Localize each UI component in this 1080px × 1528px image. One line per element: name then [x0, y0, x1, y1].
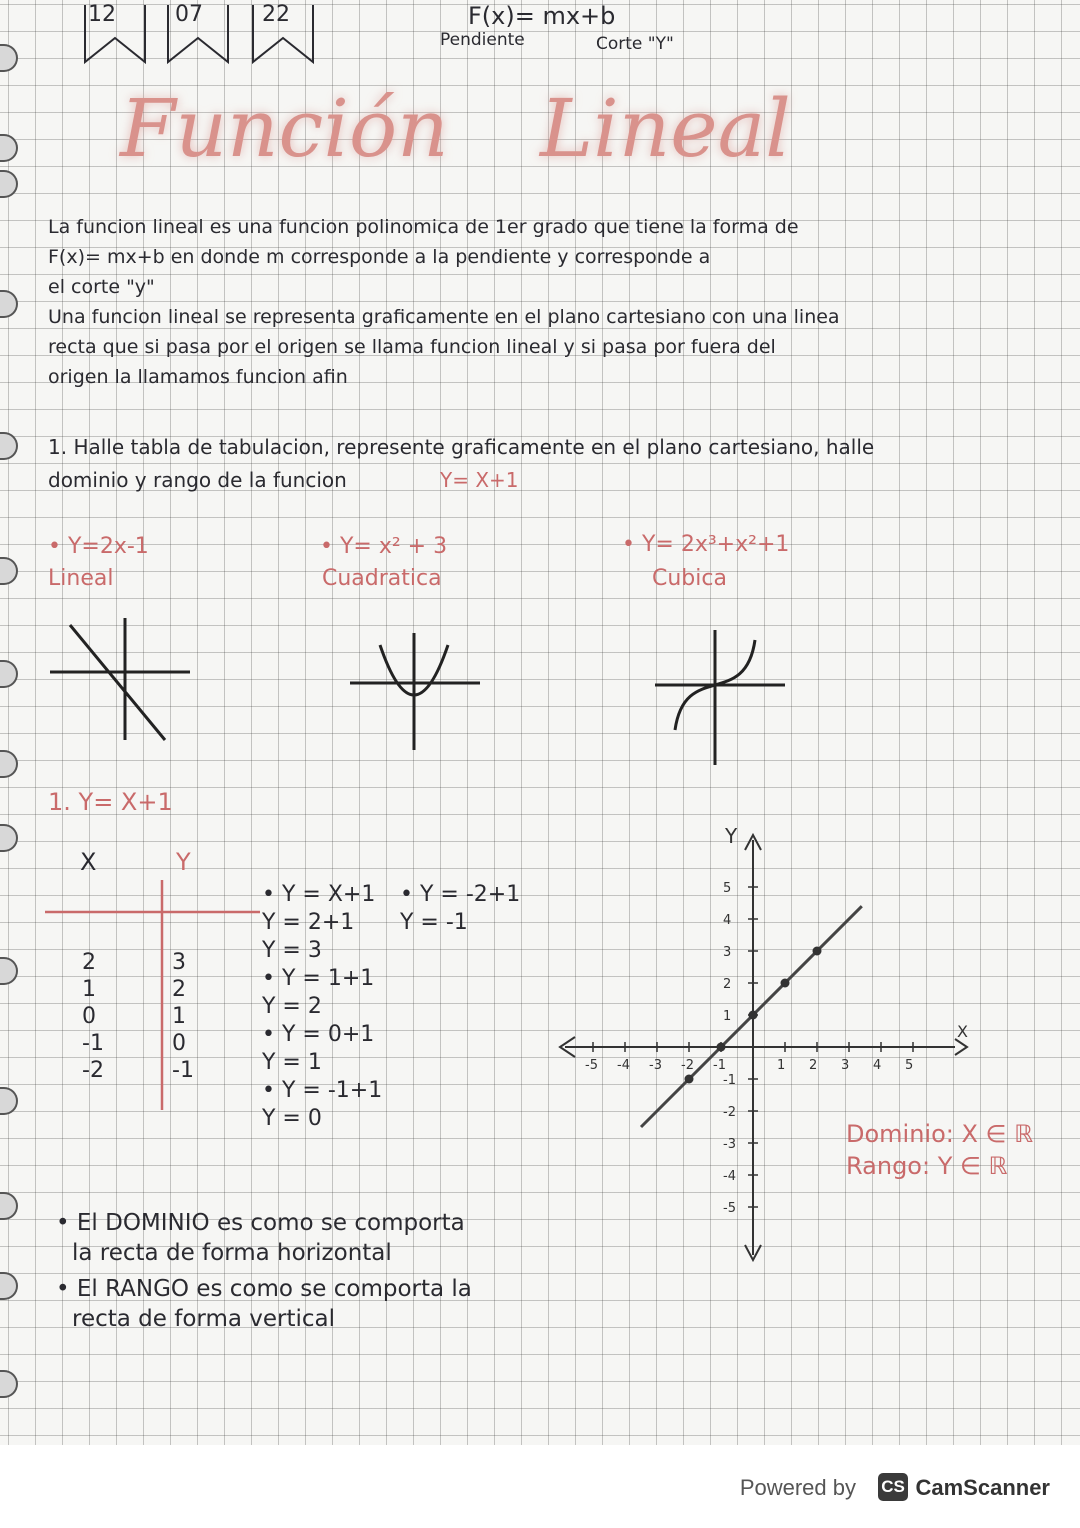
x-tick-label: 2 [809, 1058, 818, 1073]
date-year: 22 [262, 2, 290, 27]
x-tick-label: -5 [585, 1058, 598, 1073]
work-line: • Y = X+1 [262, 882, 376, 907]
x-tick-label: -4 [617, 1058, 630, 1073]
y-tick-label: -4 [723, 1169, 736, 1184]
x-axis-label: X [957, 1022, 968, 1041]
x-tick-label: 5 [905, 1058, 914, 1073]
example-equation: • Y= x² + 3 [320, 534, 448, 559]
spiral-ring [0, 555, 38, 585]
definition-line: origen la llamamos funcion afin [48, 366, 348, 388]
table-cell-x: 2 [82, 950, 96, 975]
work-line: Y = 3 [262, 938, 322, 963]
definition-line: F(x)= mx+b en donde m corresponde a la pendiente y corresponde a [48, 246, 711, 268]
note-line: recta de forma vertical [72, 1306, 336, 1332]
range-statement: Rango: Y ∈ ℝ [846, 1152, 1008, 1180]
linear-sketch [40, 610, 200, 760]
x-tick-label: 4 [873, 1058, 882, 1073]
x-tick-label: 3 [841, 1058, 850, 1073]
title-left: Función [120, 82, 449, 175]
table-cell-x: -1 [82, 1031, 104, 1056]
work-line: • Y = 1+1 [262, 966, 375, 991]
y-tick-label: 1 [723, 1009, 732, 1024]
example-equation: • Y= 2x³+x²+1 [622, 532, 790, 557]
x-tick-label: -2 [681, 1058, 694, 1073]
example-type: Cuadratica [322, 566, 442, 591]
note-line: • El DOMINIO es como se comporta [56, 1210, 465, 1236]
work-line: Y = 1 [262, 1050, 322, 1075]
note-line: • El RANGO es como se comporta la [56, 1276, 472, 1302]
spiral-ring [0, 288, 38, 318]
x-tick-label: 1 [777, 1058, 786, 1073]
work-line: • Y = 0+1 [262, 1022, 375, 1047]
spiral-ring [0, 1368, 38, 1398]
table-cell-y: 0 [172, 1031, 186, 1056]
work-line: Y = 2+1 [262, 910, 355, 935]
spiral-ring [0, 1190, 38, 1220]
work-line: • Y = -1+1 [262, 1078, 383, 1103]
date-day: 12 [88, 2, 116, 27]
definition-line: el corte "y" [48, 276, 155, 298]
table-cell-y: -1 [172, 1058, 194, 1083]
data-point [717, 1043, 726, 1052]
note-line: la recta de forma horizontal [72, 1240, 392, 1266]
spiral-ring [0, 955, 38, 985]
work-line: • Y = -2+1 [400, 882, 521, 907]
definition-line: La funcion lineal es una funcion polinomica de 1er grado que tiene la forma de [48, 216, 799, 238]
y-tick-label: 5 [723, 881, 732, 896]
y-tick-label: -1 [723, 1073, 736, 1088]
table-cell-y: 2 [172, 977, 186, 1002]
spiral-ring [0, 168, 38, 198]
intercept-note: Corte "Y" [596, 34, 674, 54]
work-line: Y = -1 [400, 910, 468, 935]
work-line: Y = 2 [262, 994, 322, 1019]
x-tick-label: -1 [713, 1058, 726, 1073]
scanner-footer [0, 1445, 1080, 1528]
table-lines [40, 880, 270, 1120]
definition-line: Una funcion lineal se representa graficamente en el plano cartesiano con una linea [48, 306, 840, 328]
exercise-line: 1. Halle tabla de tabulacion, represente graficamente en el plano cartesiano, halle [48, 435, 875, 459]
y-tick-label: -2 [723, 1105, 736, 1120]
quadratic-sketch [340, 625, 490, 755]
y-tick-label: -3 [723, 1137, 736, 1152]
camscanner-brand: CamScanner [915, 1475, 1050, 1500]
spiral-ring [0, 822, 38, 852]
y-tick-label: 2 [723, 977, 732, 992]
x-axis-arrow-icon [955, 1039, 967, 1055]
table-cell-x: -2 [82, 1058, 104, 1083]
table-cell-x: 1 [82, 977, 96, 1002]
table-cell-y: 1 [172, 1004, 186, 1029]
y-axis-label: Y [725, 824, 738, 848]
spiral-ring [0, 132, 38, 162]
powered-by-text: Powered by [739, 1475, 856, 1500]
date-month: 07 [175, 2, 203, 27]
domain-statement: Dominio: X ∈ ℝ [846, 1120, 1034, 1148]
exercise-function: Y= X+1 [440, 468, 519, 492]
y-tick-label: 4 [723, 913, 732, 928]
example-type: Lineal [48, 566, 114, 591]
table-cell-x: 0 [82, 1004, 96, 1029]
exercise-line: dominio y rango de la funcion [48, 468, 347, 492]
camscanner-logo-icon: CS [878, 1473, 908, 1501]
data-point [749, 1011, 758, 1020]
x-tick-label: -3 [649, 1058, 662, 1073]
table-header-y: Y [176, 848, 191, 876]
spiral-ring [0, 1270, 38, 1300]
data-point [685, 1075, 694, 1084]
header-formula: F(x)= mx+b [468, 2, 616, 30]
example-equation: • Y=2x-1 [48, 534, 149, 559]
spiral-ring [0, 42, 38, 72]
title-right: Lineal [540, 82, 791, 175]
spiral-ring [0, 430, 38, 460]
spiral-ring [0, 748, 38, 778]
data-point [813, 947, 822, 956]
spiral-ring [0, 1085, 38, 1115]
definition-line: recta que si pasa por el origen se llama funcion lineal y si pasa por fuera del [48, 336, 776, 358]
table-header-x: X [80, 848, 97, 876]
y-tick-label: 3 [723, 945, 732, 960]
y-tick-label: -5 [723, 1201, 736, 1216]
table-cell-y: 3 [172, 950, 186, 975]
cubic-sketch [645, 620, 795, 770]
cartesian-plot [545, 815, 985, 1285]
problem-label: 1. Y= X+1 [48, 788, 173, 816]
work-line: Y = 0 [262, 1106, 322, 1131]
spiral-ring [0, 658, 38, 688]
data-point [781, 979, 790, 988]
example-type: Cubica [652, 566, 727, 591]
slope-note: Pendiente [440, 30, 525, 50]
